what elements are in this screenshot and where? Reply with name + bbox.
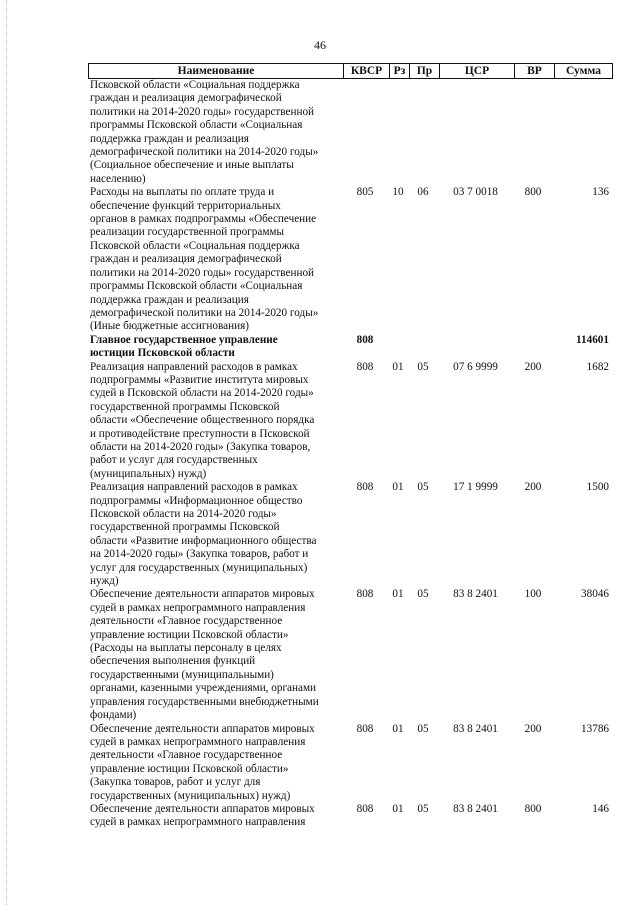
row-name-line: (Иные бюджетные ассигнования) [90,320,249,333]
table-row [88,588,613,722]
page-number: 46 [314,38,326,52]
row-name-line: политики на 2014-2020 годы» государственной [90,105,315,118]
row-name-line: Реализация направлений расходов в рамках [90,360,298,373]
row-name-line: области «Развитие информационного общества [90,534,317,547]
row-name-line: судей в рамках непрограммного направления [90,816,306,829]
row-vr: 200 [524,360,542,373]
row-name-line: нужд) [90,575,119,588]
row-vr: 200 [524,722,542,735]
row-name [88,79,342,186]
row-name-line: демографической политики на 2014-2020 годы» [90,146,319,159]
row-name-line: области на 2014-2020 годы» (Закупка товаров, [90,440,311,453]
row-name-line: управление юстиции Псковской области» [90,628,289,641]
row-name-line: Реализация направлений расходов в рамках [90,481,298,494]
header-pr: Пр [409,64,439,78]
row-sum: 13786 [581,722,609,735]
row-name-line: органов в рамках подпрограммы «Обеспечение [90,213,317,226]
table-row [88,186,613,333]
row-name-line: деятельности «Главное государственное [90,615,283,628]
row-name-line: обеспечения выполнения функций [90,655,256,668]
header-sum: Сумма [554,64,612,78]
row-name-line: программы Псковской области «Социальная [90,280,303,293]
row-name-line: граждан и реализация демографической [90,253,282,266]
row-name-line: Псковской области «Социальная поддержка [90,239,300,252]
row-csr: 03 7 0018 [453,186,498,199]
page-margin-line [6,0,7,905]
row-sum: 114601 [576,333,609,346]
row-name-line: Псковской области на 2014-2020 годы» [90,508,277,520]
row-name-line: демографической политики на 2014-2020 годы» [90,306,319,319]
row-name [88,186,342,333]
header-name: Наименование [177,65,255,77]
row-name-line: Псковской области «Социальная поддержка [90,79,300,91]
row-sum: 38046 [581,588,609,601]
row-name [88,723,342,803]
row-name-line: судей в Псковской области на 2014-2020 годы» [90,387,314,400]
table-row [88,79,613,186]
row-name-line: судей в рамках непрограммного направления [90,735,306,748]
table-header [88,63,613,79]
row-kvsr: 805 [356,186,374,199]
row-sum: 1682 [586,360,609,373]
row-name-line: Обеспечение деятельности аппаратов мировых [90,722,315,735]
row-name-line: населению) [90,172,146,185]
row-sum: 146 [592,802,609,815]
row-pr: 05 [417,722,429,735]
row-name-line: органами, казенными учреждениями, органами [90,682,317,695]
row-name-line: подпрограммы «Информационное общество [90,494,303,507]
row-name-line: и противодействие преступности в Псковской [90,427,310,440]
table-row [88,481,613,588]
row-rz: 01 [392,360,404,373]
row-rz: 10 [392,186,404,199]
row-name-line: государственной программы Псковской [90,400,280,413]
row-name-line: (Социальное обеспечение и иные выплаты [90,159,294,172]
header-vr: ВР [514,64,554,78]
header-csr: ЦСР [439,64,514,78]
row-pr: 05 [417,802,429,815]
row-rz: 01 [392,722,404,735]
row-kvsr: 808 [356,481,374,494]
table-row [88,723,613,803]
row-name-line: деятельности «Главное государственное [90,749,283,762]
row-name-line: фондами) [90,709,137,722]
row-name-line: государственными (муниципальными) [90,668,274,681]
row-name [88,588,342,722]
row-name [88,334,342,361]
row-csr: 83 8 2401 [453,722,498,735]
row-csr: 83 8 2401 [453,588,498,601]
row-kvsr: 808 [356,802,374,815]
row-kvsr: 808 [356,722,374,735]
row-name [88,803,342,830]
row-name-line: политики на 2014-2020 годы» государственной [90,266,315,279]
row-name-line: судей в рамках непрограммного направления [90,601,306,614]
row-vr: 100 [524,588,542,601]
row-name-line: (Расходы на выплаты персоналу в целях [90,642,282,655]
row-rz: 01 [392,802,404,815]
row-pr: 05 [417,481,429,494]
row-pr: 06 [417,186,429,199]
row-name-line: услуг для государственных (муниципальных) [90,561,308,574]
row-vr: 800 [524,186,542,199]
row-name-line: программы Псковской области «Социальная [90,119,303,132]
row-name-line: поддержка граждан и реализация [90,293,249,306]
row-name-line: Обеспечение деятельности аппаратов мировых [90,588,315,601]
table-row [88,361,613,482]
row-name-line: работ и услуг для государственных [90,454,258,467]
row-name-line: Обеспечение деятельности аппаратов мировых [90,802,315,815]
header-rz: Рз [389,64,409,78]
row-name-line: граждан и реализация демографической [90,92,282,105]
row-vr: 200 [524,481,542,494]
row-sum: 136 [592,186,609,199]
row-name-line: поддержка граждан и реализация [90,132,249,145]
row-name [88,361,342,482]
row-name-line: управления государственными внебюджетными [90,695,319,708]
row-name-line: реализации государственной программы [90,226,284,239]
row-csr: 17 1 9999 [453,481,498,494]
row-name-line: на 2014-2020 годы» (Закупка товаров, работ и [90,548,309,561]
row-kvsr: 808 [356,360,374,373]
table-body [88,79,613,830]
row-rz: 01 [392,588,404,601]
row-name-line: юстиции Псковской области [90,347,235,360]
row-name-line: государственных (муниципальных) нужд) [90,789,291,802]
row-pr: 05 [417,360,429,373]
header-kvsr: КВСР [343,64,389,78]
row-csr: 07 6 9999 [453,360,498,373]
row-name [88,481,342,588]
row-pr: 05 [417,588,429,601]
table-row [88,334,613,361]
row-name-line: (муниципальных) нужд) [90,467,207,480]
table-row [88,803,613,830]
row-name-line: (Закупка товаров, работ и услуг для [90,776,261,789]
row-name-line: управление юстиции Псковской области» [90,762,289,775]
row-rz: 01 [392,481,404,494]
row-vr: 800 [524,802,542,815]
row-name-line: Расходы на выплаты по оплате труда и [90,186,275,199]
row-name-line: государственной программы Псковской [90,521,280,534]
row-name-line: обеспечение функций территориальных [90,199,281,212]
row-name-line: Главное государственное управление [90,333,278,346]
row-kvsr: 808 [356,588,374,601]
row-csr: 83 8 2401 [453,802,498,815]
row-name-line: подпрограммы «Развитие института мировых [90,373,309,386]
row-sum: 1500 [586,481,609,494]
row-kvsr: 808 [356,333,374,346]
row-name-line: области «Обеспечение общественного порядка [90,414,315,427]
